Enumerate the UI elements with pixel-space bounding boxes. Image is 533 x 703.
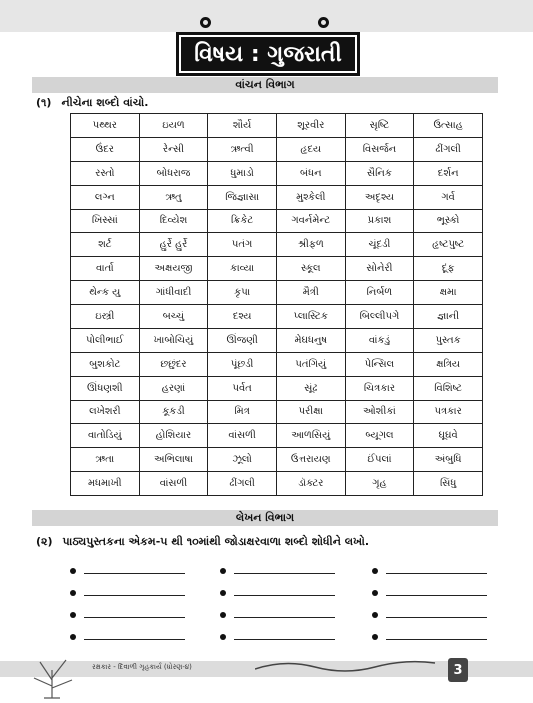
table-row [71, 376, 483, 400]
word-cell: ઉત્સાહ [414, 114, 483, 138]
word-cell: હૃષ્ટપુષ્ટ [414, 233, 483, 257]
word-cell: બંધન [276, 161, 345, 185]
word-cell: વિશિષ્ટ [414, 376, 483, 400]
bullet-icon [220, 568, 226, 574]
word-cell: વાંકડું [345, 328, 414, 352]
word-cell: ઋતા [71, 448, 140, 472]
word-cell: બિલ્લીપગે [345, 305, 414, 329]
word-cell: હરણાં [139, 376, 208, 400]
table-row [71, 185, 483, 209]
word-cell: ગવર્નમેન્ટ [276, 209, 345, 233]
word-cell: ઉંદર [71, 137, 140, 161]
word-cell: અભિલાષા [139, 448, 208, 472]
bullet-icon [372, 612, 378, 618]
word-cell: અદૃશ્ય [345, 185, 414, 209]
word-cell: શ્રીફળ [276, 233, 345, 257]
word-cell: પત્રકાર [414, 400, 483, 424]
write-line [386, 617, 487, 618]
word-cell: થેન્ક યુ [71, 281, 140, 305]
bullet-icon [220, 590, 226, 596]
question-2-number: (૨) [36, 535, 53, 548]
word-cell: હૃદય [276, 137, 345, 161]
word-cell: ખિસ્સાં [71, 209, 140, 233]
word-cell: પૂંછડી [208, 352, 277, 376]
word-cell: બુશકોટ [71, 352, 140, 376]
answer-blank[interactable] [372, 564, 487, 576]
answer-blank[interactable] [372, 586, 487, 598]
word-cell: ગૃહ [345, 472, 414, 496]
table-row [71, 161, 483, 185]
word-cell: વાતોડિયું [71, 424, 140, 448]
table-row [71, 328, 483, 352]
word-cell: અક્ષયજી [139, 257, 208, 281]
bullet-icon [220, 634, 226, 640]
word-cell: પથ્થર [71, 114, 140, 138]
word-cell: પેન્સિલ [345, 352, 414, 376]
word-cell: ઇયળ [139, 114, 208, 138]
word-cell: પતંગિયું [276, 352, 345, 376]
writing-section-header: લેખન વિભાગ [32, 510, 498, 526]
word-cell: કૃપા [208, 281, 277, 305]
word-cell: ચિત્રકાર [345, 376, 414, 400]
write-line [234, 573, 335, 574]
question-2 [36, 535, 369, 549]
word-cell: ઢીંગલી [208, 472, 277, 496]
word-cell: રસ્તો [71, 161, 140, 185]
word-cell: દૂંફ [414, 257, 483, 281]
answer-blank[interactable] [220, 608, 335, 620]
word-cell: સિંધુ [414, 472, 483, 496]
word-cell: દિવ્યેશ [139, 209, 208, 233]
table-row [71, 114, 483, 138]
word-cell: છછુંદર [139, 352, 208, 376]
word-cell: શૂરવીર [276, 114, 345, 138]
binder-ring-icon [318, 17, 329, 28]
word-cell: સૂંઢ [276, 376, 345, 400]
word-cell: દશ્ય [208, 305, 277, 329]
write-line [84, 595, 185, 596]
word-cell: આળસિયું [276, 424, 345, 448]
word-cell: મિત્ર [208, 400, 277, 424]
write-line [84, 639, 185, 640]
word-cell: ખાબોચિયું [139, 328, 208, 352]
word-cell: રેન્સી [139, 137, 208, 161]
page-number: 3 [448, 658, 468, 682]
word-cell: ઝૂલો [208, 448, 277, 472]
word-cell: લખેશરી [71, 400, 140, 424]
table-row [71, 281, 483, 305]
word-cell: ઓશીકાં [345, 400, 414, 424]
answer-blank[interactable] [70, 608, 185, 620]
top-band [0, 0, 533, 32]
word-cell: ઈંપલાં [345, 448, 414, 472]
write-line [234, 639, 335, 640]
word-cell: સૈનિક [345, 161, 414, 185]
word-cell: ધુમાડો [208, 161, 277, 185]
write-line [84, 573, 185, 574]
word-cell: અંબુધિ [414, 448, 483, 472]
table-row [71, 400, 483, 424]
word-cell: કૂકડી [139, 400, 208, 424]
reading-section-header: વાંચન વિભાગ [32, 77, 498, 93]
answer-blank[interactable] [70, 586, 185, 598]
word-cell: ક્ષત્રિય [414, 352, 483, 376]
word-cell: ભૂસ્કો [414, 209, 483, 233]
word-cell: પ્રકાશ [345, 209, 414, 233]
write-line [386, 573, 487, 574]
word-cell: ક્રિકેટ [208, 209, 277, 233]
word-cell: શૌર્ય [208, 114, 277, 138]
table-row [71, 209, 483, 233]
answer-blank[interactable] [372, 608, 487, 620]
word-cell: સ્કૂલ [276, 257, 345, 281]
word-cell: લગ્ન [71, 185, 140, 209]
word-cell: મેઘધનુષ [276, 328, 345, 352]
word-cell: હોશિયાર [139, 424, 208, 448]
write-line [234, 595, 335, 596]
word-cell: જિજ્ઞાસા [208, 185, 277, 209]
question-1-text: નીચેના શબ્દો વાંચો. [61, 96, 149, 109]
bullet-icon [70, 590, 76, 596]
word-cell: ડૉક્ટર [276, 472, 345, 496]
word-cell: પુસ્તક [414, 328, 483, 352]
word-cell: જ્ઞાની [414, 305, 483, 329]
word-table [70, 113, 483, 496]
table-row [71, 424, 483, 448]
word-cell: ક્ષમા [414, 281, 483, 305]
bullet-icon [372, 590, 378, 596]
answer-blank[interactable] [220, 564, 335, 576]
table-row [71, 305, 483, 329]
bullet-icon [372, 568, 378, 574]
word-cell: ઇસ્ત્રી [71, 305, 140, 329]
word-cell: મુશ્કેલી [276, 185, 345, 209]
word-cell: ઋત્વી [208, 137, 277, 161]
table-row [71, 233, 483, 257]
word-cell: વાંસળી [208, 424, 277, 448]
word-cell: બ્યૂગલ [345, 424, 414, 448]
word-cell: બચ્ચું [139, 305, 208, 329]
bullet-icon [70, 634, 76, 640]
word-cell: શર્ટ [71, 233, 140, 257]
answer-blank[interactable] [70, 630, 185, 642]
word-cell: પ્લાસ્ટિક [276, 305, 345, 329]
word-cell: ગાંધીવાદી [139, 281, 208, 305]
bullet-icon [70, 612, 76, 618]
table-row [71, 257, 483, 281]
word-cell: મધમાખી [71, 472, 140, 496]
footer-text: રક્ષકાર - દિવાળી ગૃહકાર્ય (ધોરણ-૪) [92, 663, 192, 671]
word-table-body [71, 114, 483, 496]
word-cell: સોનેરી [345, 257, 414, 281]
word-cell: ઊંજણી [208, 328, 277, 352]
word-cell: દર્શન [414, 161, 483, 185]
table-row [71, 472, 483, 496]
write-line [84, 617, 185, 618]
word-cell: પર્વત [208, 376, 277, 400]
question-2-text: પાઠ્યપુસ્તકના એકમ-૫ થી ૧૦માંથી જોડાક્ષરવાળા શબ્દો શોધીને લખો. [62, 535, 370, 548]
table-row [71, 352, 483, 376]
write-line [386, 595, 487, 596]
bullet-icon [372, 634, 378, 640]
answer-blank[interactable] [220, 586, 335, 598]
write-line [234, 617, 335, 618]
word-cell: ઘૂઘવે [414, 424, 483, 448]
word-cell: ચૂંદડી [345, 233, 414, 257]
word-cell: ઋતુ [139, 185, 208, 209]
word-cell: પરીક્ષા [276, 400, 345, 424]
word-cell: નિર્બળ [345, 281, 414, 305]
word-cell: મૈત્રી [276, 281, 345, 305]
bullet-icon [70, 568, 76, 574]
word-cell: પતંગ [208, 233, 277, 257]
question-1 [36, 96, 148, 110]
word-cell: બોધરાજ [139, 161, 208, 185]
word-cell: ઊંધણશી [71, 376, 140, 400]
word-cell: ઉત્તરાયણ [276, 448, 345, 472]
binder-ring-icon [200, 17, 211, 28]
word-cell: સૃષ્ટિ [345, 114, 414, 138]
answer-blank[interactable] [372, 630, 487, 642]
question-1-number: (૧) [36, 96, 52, 109]
answer-blank[interactable] [220, 630, 335, 642]
table-row [71, 137, 483, 161]
word-cell: પોલીભાઈ [71, 328, 140, 352]
word-cell: વિસર્જન [345, 137, 414, 161]
page-title: વિષય : ગુજરાતી [176, 32, 360, 76]
word-cell: વાંસળી [139, 472, 208, 496]
table-row [71, 448, 483, 472]
answer-blank[interactable] [70, 564, 185, 576]
bullet-icon [220, 612, 226, 618]
word-cell: ઢીંગલી [414, 137, 483, 161]
word-cell: વાર્તા [71, 257, 140, 281]
plant-illustration-icon [22, 650, 82, 700]
wavy-line-decoration [255, 655, 450, 683]
word-cell: કાવ્યા [208, 257, 277, 281]
word-cell: ગર્વ [414, 185, 483, 209]
word-cell: હુર્રે હુર્રે [139, 233, 208, 257]
write-line [386, 639, 487, 640]
